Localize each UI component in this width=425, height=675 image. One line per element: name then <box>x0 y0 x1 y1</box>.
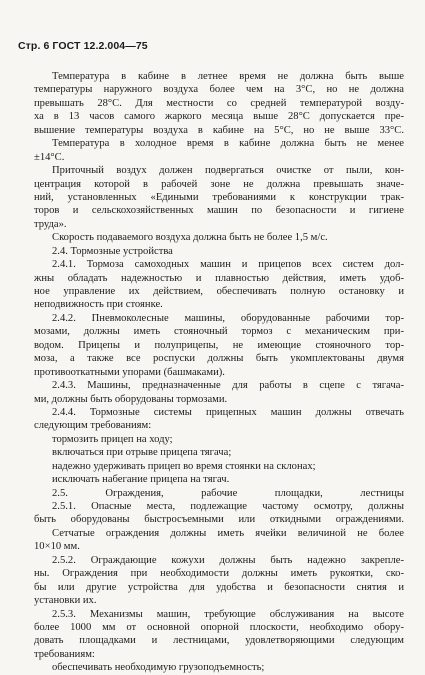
text-line: 2.4.4. Тормозные системы прицепных машин должны отвечать <box>52 406 404 418</box>
text-line: ±14°С. <box>34 151 65 163</box>
text-line: 2.5.2. Ограждающие кожухи должны быть надежно закрепле- <box>52 554 404 566</box>
text-line: противооткатными упорами (башмаками). <box>34 366 225 378</box>
document-body <box>34 70 404 675</box>
text-line: превышать 28°С. Для местности со средней температурой возду- <box>34 97 404 109</box>
text-line: исключать набегание прицепа на тягач. <box>52 474 230 486</box>
text-line: Скорость подаваемого воздуха должна быть не более 1,5 м/с. <box>52 232 328 244</box>
text-line: 2.5.1. Опасные места, подлежащие частому осмотру, должны <box>52 501 404 512</box>
text-line: 10×10 мм. <box>34 541 80 553</box>
text-line: 2.4.2. Пневмоколесные машины, оборудованные рабочими тор- <box>52 312 404 324</box>
text-line: торов и сельскохозяйственных машин по безопасности и гигиене <box>34 205 404 217</box>
text-line: водом. Прицепы и полуприцепы, не имеющие стояночного тор- <box>34 339 404 351</box>
text-line: 2.5. Ограждения, рабочие площадки, лестницы <box>52 487 404 499</box>
text-line: центрация которой в рабочей зоне не должна превышать значе- <box>34 178 404 190</box>
text-line: более 1000 мм от основной опорной плоскости, необходимо обору- <box>34 621 404 633</box>
text-line: труда». <box>34 218 67 230</box>
text-line: вышение температуры воздуха в кабине на 5°С, но не выше 33°С. <box>34 124 404 136</box>
text-line: обеспечивать необходимую грузоподъемность; <box>52 662 265 674</box>
text-line: жны обладать надежностью и плавностью действия, иметь удоб- <box>34 272 404 284</box>
text-line: неподвижность при стоянке. <box>34 299 163 311</box>
text-line: ми, должны быть оборудованы тормозами. <box>34 393 228 405</box>
text-line: 2.4.3. Машины, предназначенные для работы в сцепе с тягача- <box>52 380 404 392</box>
text-line: ное управление их действием, обеспечивать полную остановку и <box>34 286 404 297</box>
text-line: мозами, должны иметь стояночный тормоз с механическим при- <box>34 326 404 338</box>
text-line: бы или другие устройства для удобства и безопасности снятия и <box>34 581 404 593</box>
text-line: установки их. <box>34 595 97 607</box>
text-line: довать площадками и лестницами, удовлетворяющими следующим <box>34 635 404 647</box>
text-line: ны. Ограждения при необходимости должны иметь рукоятки, ско- <box>34 568 404 580</box>
text-line: моза, а также все роспуски должны быть укомплектованы двумя <box>34 353 404 365</box>
text-line: 2.4.1. Тормоза самоходных машин и прицепов всех систем дол- <box>52 259 404 271</box>
text-line: ха в 13 часов самого жаркого месяца выше 28°С допускается пре- <box>34 111 404 123</box>
text-line: следующим требованиям: <box>34 420 152 432</box>
text-line: быть оборудованы быстросъемными или откидными ограждениями. <box>34 514 404 526</box>
text-line: Приточный воздух должен подвергаться очистке от пыли, кон- <box>52 165 404 177</box>
text-line: требованиям: <box>34 648 95 660</box>
page-header: Стр. 6 ГОСТ 12.2.004—75 <box>18 40 148 52</box>
text-line: 2.4. Тормозные устройства <box>52 245 173 257</box>
text-line: температуры наружного воздуха более чем на 3°С, но не должна <box>34 84 404 96</box>
text-line: надежно удерживать прицеп во время стоянки на склонах; <box>52 460 316 472</box>
text-line: Температура в холодное время в кабине должна быть не менее <box>52 138 404 150</box>
text-line: Сетчатые ограждения должны иметь ячейки величиной не более <box>52 527 404 539</box>
text-line: 2.5.3. Механизмы машин, требующие обслуживания на высоте <box>52 608 404 620</box>
text-line: тормозить прицеп на ходу; <box>52 433 173 445</box>
text-line: Температура в кабине в летнее время не должна быть выше <box>52 71 404 82</box>
text-line: включаться при отрыве прицепа тягача; <box>52 447 232 459</box>
text-line: ний, установленных «Едиными требованиями к конструкции трак- <box>34 191 404 203</box>
